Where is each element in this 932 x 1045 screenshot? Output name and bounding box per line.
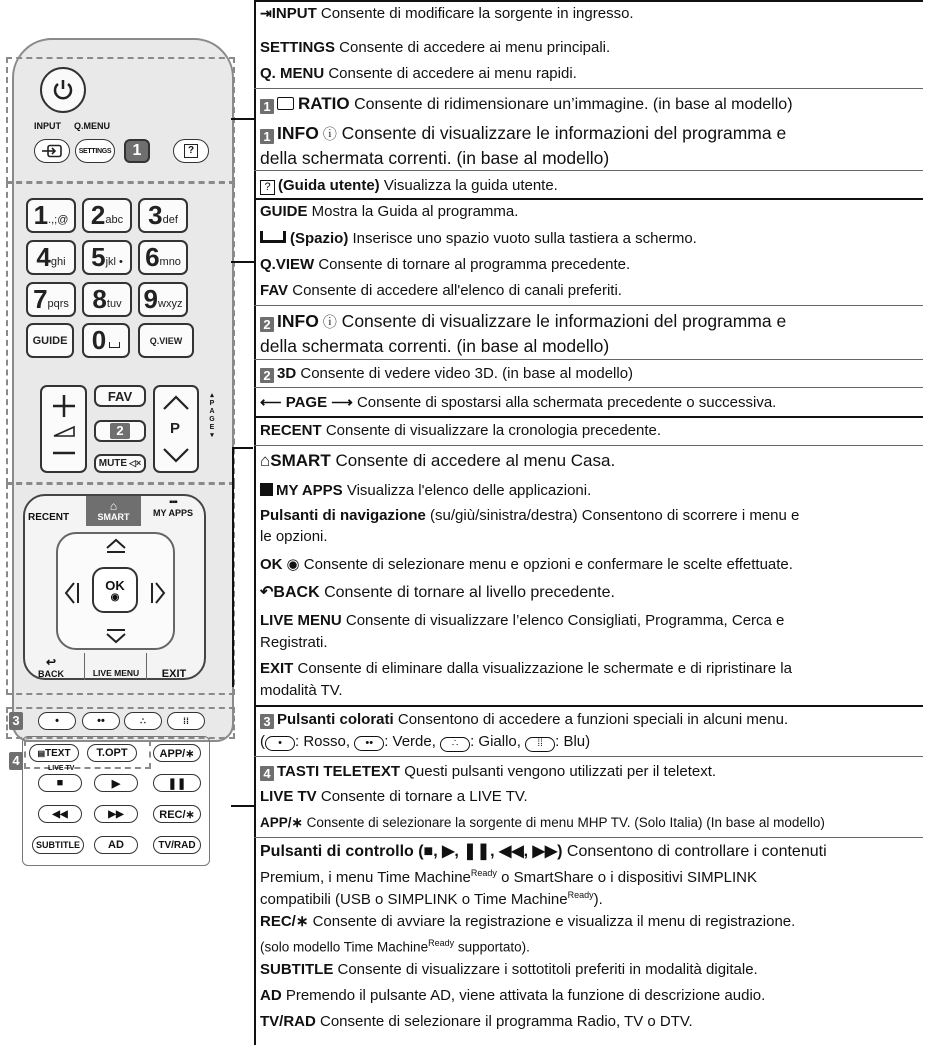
input-button[interactable] bbox=[34, 139, 70, 163]
section-4 bbox=[254, 705, 923, 707]
tvrad-button[interactable]: TV/RAD bbox=[153, 836, 201, 854]
row-info-2-cont: della schermata correnti. (in base al modello) bbox=[260, 336, 610, 356]
badge-four: 4 bbox=[260, 766, 274, 781]
row-ad: AD Premendo il pulsante AD, viene attivata la funzione di descrizione audio. bbox=[260, 987, 766, 1004]
app-button[interactable]: APP/∗ bbox=[153, 744, 201, 762]
number-key-letters: mno bbox=[159, 255, 181, 268]
row-nav-cont: le opzioni. bbox=[260, 528, 328, 545]
input-icon bbox=[41, 144, 63, 158]
exit-button[interactable]: EXIT bbox=[161, 668, 187, 680]
row-myapps: MY APPS Visualizza l'elenco delle applicazioni. bbox=[260, 481, 920, 500]
volume-icon bbox=[44, 389, 84, 469]
description-panel bbox=[254, 0, 923, 1045]
row-rec: REC/∗ Consente di avviare la registrazione e visualizza il menu di registrazione. bbox=[260, 913, 796, 930]
row-exit-cont: modalità TV. bbox=[260, 682, 343, 699]
badge-three: 3 bbox=[9, 712, 23, 730]
help-icon: ? bbox=[184, 144, 198, 158]
badge-two: 2 bbox=[260, 368, 274, 383]
divider bbox=[254, 837, 923, 838]
row-fav: FAV Consente di accedere all'elenco di canali preferiti. bbox=[260, 282, 622, 299]
leader-line-2 bbox=[231, 261, 254, 263]
number-key-digit: 9 bbox=[143, 284, 157, 314]
teletext-icon: ▤ bbox=[37, 748, 45, 758]
badge-four: 4 bbox=[9, 752, 23, 770]
play-icon: ▶ bbox=[111, 777, 121, 790]
page-label: ▴ P A G E ▾ bbox=[209, 392, 215, 439]
yellow-dots-icon: ∴ bbox=[140, 715, 146, 726]
dpad-left-icon[interactable] bbox=[62, 580, 80, 606]
myapps-label: MY APPS bbox=[152, 508, 193, 518]
yellow-key[interactable] bbox=[124, 712, 162, 730]
smart-label: SMART bbox=[97, 511, 130, 522]
group-box-1 bbox=[6, 57, 235, 183]
apps-grid-icon bbox=[260, 483, 273, 496]
ok-dot-icon: ◉ bbox=[110, 591, 120, 603]
row-recent: RECENT Consente di visualizzare la cronologia precedente. bbox=[260, 422, 662, 439]
row-teletext: 4 TASTI TELETEXT Questi pulsanti vengono utilizzati per il teletext. bbox=[260, 762, 920, 781]
page-right-arrow-icon: ⟶ bbox=[331, 394, 353, 411]
control-symbols: (■, ▶, ❚❚, ◀◀, ▶▶) bbox=[413, 843, 563, 860]
number-key-digit: 5 bbox=[91, 242, 105, 272]
back-label: BACK bbox=[38, 669, 64, 679]
row-guida: ? (Guida utente) Visualizza la guida utente. bbox=[260, 176, 920, 195]
divider bbox=[254, 387, 923, 388]
livemenu-separator bbox=[84, 653, 85, 680]
divider bbox=[254, 170, 923, 171]
mute-icon: ◁× bbox=[129, 458, 142, 468]
zero-space-button[interactable] bbox=[82, 323, 130, 358]
smart-button[interactable] bbox=[86, 496, 141, 526]
ok-label: OK bbox=[105, 577, 125, 593]
space-icon bbox=[260, 231, 286, 243]
number-key-letters: abc bbox=[105, 213, 124, 226]
number-key-letters: jkl • bbox=[105, 255, 123, 268]
blue-key-icon: ⁞⁞ bbox=[525, 737, 555, 752]
user-guide-button[interactable] bbox=[173, 139, 209, 163]
play-button[interactable] bbox=[94, 774, 138, 792]
ok-dot-icon: ◉ bbox=[286, 556, 300, 573]
p-label: P bbox=[170, 420, 181, 437]
row-input: ⇥INPUT Consente di modificare la sorgente in ingresso. bbox=[260, 5, 634, 22]
leader-line-3 bbox=[232, 447, 253, 687]
number-key-digit: 1 bbox=[33, 200, 48, 230]
row-colors-cont: ( • : Rosso, •• : Verde, ∴ : Giallo, ⁞⁞ : Blu) bbox=[260, 733, 591, 750]
section-1 bbox=[254, 0, 923, 2]
apps-grid-icon: ▪▪▪ bbox=[169, 497, 177, 508]
number-key-6[interactable] bbox=[138, 240, 188, 275]
row-ctrl-3: compatibili (USB o SIMPLINK o Time Machine$^{Ready}$). bbox=[260, 890, 603, 908]
row-info-2: 2 INFO ⓘ Consente di visualizzare le informazioni del programma e bbox=[260, 310, 920, 333]
section-3 bbox=[254, 416, 923, 418]
number-key-4[interactable] bbox=[26, 240, 76, 275]
number-key-digit: 4 bbox=[36, 242, 50, 272]
home-icon: ⌂ bbox=[109, 498, 118, 513]
number-key-letters: pqrs bbox=[47, 297, 69, 310]
number-key-letters: def bbox=[162, 213, 178, 226]
row-ctrl: Pulsanti di controllo (■, ▶, ❚❚, ◀◀, ▶▶) Consentono di controllare i contenuti bbox=[260, 843, 827, 860]
row-ok: OK ◉ Consente di selezionare menu e opzioni e confermare le scelte effettuate. bbox=[260, 556, 793, 573]
row-ctrl-2: Premium, i menu Time Machine$^{Ready}$ o SmartShare o i dispositivi SIMPLINK bbox=[260, 868, 758, 886]
qmenu-label: Q.MENU bbox=[74, 121, 110, 131]
text-button[interactable] bbox=[29, 744, 79, 762]
livemenu-separator-2 bbox=[146, 653, 147, 680]
number-key-digit: 7 bbox=[33, 284, 47, 314]
row-tvrad: TV/RAD Consente di selezionare il programma Radio, TV o DTV. bbox=[260, 1013, 693, 1030]
row-ratio: 1 RATIO Consente di ridimensionare un’immagine. (in base al modello) bbox=[260, 94, 920, 114]
row-smart: ⌂SMART Consente di accedere al menu Casa. bbox=[260, 451, 616, 470]
number-key-letters: .,;@ bbox=[48, 213, 69, 226]
number-key-digit: 3 bbox=[148, 200, 162, 230]
rewind-button[interactable] bbox=[38, 805, 82, 823]
zero-label: 0 bbox=[91, 325, 106, 355]
blue-key[interactable] bbox=[167, 712, 205, 730]
topt-button[interactable]: T.OPT bbox=[87, 744, 137, 762]
number-key-8[interactable] bbox=[82, 282, 132, 317]
row-guide: GUIDE Mostra la Guida al programma. bbox=[260, 203, 519, 220]
yellow-key-icon: ∴ bbox=[440, 737, 470, 752]
number-key-digit: 8 bbox=[92, 284, 106, 314]
info-icon: ⓘ bbox=[322, 126, 337, 142]
divider bbox=[254, 88, 923, 89]
green-key-icon: •• bbox=[354, 736, 384, 751]
pause-icon: ❚❚ bbox=[167, 777, 187, 790]
badge-two-label: 2 bbox=[110, 423, 130, 439]
dpad-down-icon[interactable] bbox=[104, 628, 128, 644]
number-key-7[interactable] bbox=[26, 282, 76, 317]
badge-one: 1 bbox=[260, 99, 274, 114]
number-key-letters: ghi bbox=[50, 255, 66, 268]
power-button[interactable] bbox=[40, 67, 86, 113]
row-livemenu: LIVE MENU Consente di visualizzare l’elenco Consigliati, Programma, Cerca e bbox=[260, 612, 785, 629]
fastforward-button[interactable] bbox=[94, 805, 138, 823]
volume-rocker[interactable] bbox=[40, 385, 87, 473]
input-icon: ⇥ bbox=[260, 5, 272, 21]
power-icon bbox=[50, 77, 76, 103]
panel-vertical-rule bbox=[254, 0, 256, 1045]
row-qview: Q.VIEW Consente di tornare al programma precedente. bbox=[260, 256, 631, 273]
red-key-icon: • bbox=[265, 736, 295, 751]
text-label: TEXT bbox=[45, 747, 71, 759]
livemenu-button[interactable]: LIVE MENU bbox=[92, 668, 140, 678]
number-key-letters: tuv bbox=[106, 297, 122, 310]
number-key-2[interactable] bbox=[82, 198, 132, 233]
dpad-right-icon[interactable] bbox=[150, 580, 168, 606]
number-key-9[interactable] bbox=[138, 282, 188, 317]
number-key-digit: 6 bbox=[145, 242, 159, 272]
row-livemenu-cont: Registrati. bbox=[260, 634, 328, 651]
channel-rocker[interactable] bbox=[153, 385, 199, 473]
settings-button[interactable]: SETTINGS bbox=[75, 139, 115, 163]
info-icon: ⓘ bbox=[322, 314, 337, 330]
badge-one: 1 bbox=[260, 129, 274, 144]
page-left-arrow-icon: ⟵ bbox=[260, 394, 282, 411]
row-settings: SETTINGS Consente di accedere ai menu principali. bbox=[260, 39, 611, 56]
row-exit: EXIT Consente di eliminare dalla visualizzazione le schermate e di ripristinare la bbox=[260, 660, 792, 677]
ready-superscript: Ready bbox=[428, 938, 455, 948]
rec-button[interactable]: REC/∗ bbox=[153, 805, 201, 823]
number-key-1[interactable] bbox=[26, 198, 76, 233]
help-icon: ? bbox=[260, 180, 275, 195]
row-page: ⟵ PAGE ⟶ Consente di spostarsi alla schermata precedente o successiva. bbox=[260, 394, 777, 411]
divider bbox=[254, 756, 923, 757]
row-nav: Pulsanti di navigazione (su/giù/sinistra/destra) Consentono di scorrere i menu e bbox=[260, 507, 800, 524]
myapps-button[interactable] bbox=[146, 497, 200, 518]
row-app: APP/∗ Consente di selezionare la sorgente di menu MHP TV. (Solo Italia) (In base al modello) bbox=[260, 815, 825, 830]
mute-label: MUTE bbox=[98, 458, 128, 469]
row-3d: 2 3D Consente di vedere video 3D. (in base al modello) bbox=[260, 364, 920, 383]
fastforward-icon: ▶▶ bbox=[108, 808, 124, 820]
row-qmenu: Q. MENU Consente di accedere ai menu rapidi. bbox=[260, 65, 577, 82]
stop-icon: ■ bbox=[56, 777, 64, 789]
row-subtitle: SUBTITLE Consente di visualizzare i sottotitoli preferiti in modalità digitale. bbox=[260, 961, 758, 978]
leader-line-1 bbox=[231, 118, 254, 120]
row-info-1-cont: della schermata correnti. (in base al modello) bbox=[260, 148, 610, 168]
number-key-3[interactable] bbox=[138, 198, 188, 233]
back-button[interactable] bbox=[28, 655, 74, 679]
badge-three: 3 bbox=[260, 714, 274, 729]
recent-label[interactable]: RECENT bbox=[28, 512, 70, 523]
mute-button[interactable] bbox=[94, 454, 146, 473]
leader-line-4 bbox=[231, 805, 254, 807]
row-colors: 3 Pulsanti colorati Consentono di accedere a funzioni speciali in alcuni menu. bbox=[260, 710, 920, 729]
number-key-digit: 2 bbox=[90, 200, 105, 230]
red-dot-icon: • bbox=[55, 715, 59, 727]
back-arrow-icon: ↩ bbox=[45, 655, 57, 669]
guide-button[interactable]: GUIDE bbox=[26, 323, 74, 358]
row-spazio: (Spazio) Inserisce uno spazio vuoto sulla tastiera a schermo. bbox=[260, 229, 920, 248]
green-dots-icon: •• bbox=[97, 715, 105, 727]
row-rec-cont: (solo modello Time Machine$^{Ready}$ supportato). bbox=[260, 938, 530, 955]
row-info-1: 1 INFO ⓘ Consente di visualizzare le informazioni del programma e bbox=[260, 122, 920, 145]
ready-superscript: Ready bbox=[567, 890, 594, 900]
subtitle-button[interactable]: SUBTITLE bbox=[32, 836, 84, 854]
remote-illustration bbox=[0, 0, 250, 1045]
home-icon: ⌂ bbox=[260, 451, 271, 470]
fav-button[interactable]: FAV bbox=[94, 385, 146, 407]
rewind-icon: ◀◀ bbox=[52, 808, 68, 820]
ratio-icon bbox=[277, 97, 294, 110]
number-key-5[interactable] bbox=[82, 240, 132, 275]
dpad-up-icon[interactable] bbox=[104, 538, 128, 554]
divider bbox=[254, 305, 923, 306]
section-2 bbox=[254, 198, 923, 200]
ad-button[interactable]: AD bbox=[94, 836, 138, 854]
badge-two-button[interactable] bbox=[94, 420, 146, 442]
blue-dots-icon: ⁞⁞ bbox=[183, 716, 189, 726]
qview-button[interactable]: Q.VIEW bbox=[138, 323, 194, 358]
livetv-label: LIVE TV bbox=[48, 765, 75, 772]
input-label: INPUT bbox=[34, 121, 61, 131]
ready-superscript: Ready bbox=[470, 868, 497, 878]
badge-one-button[interactable]: 1 bbox=[124, 139, 150, 163]
divider bbox=[254, 445, 923, 446]
stop-button[interactable] bbox=[38, 774, 82, 792]
badge-two: 2 bbox=[260, 317, 274, 332]
space-icon bbox=[109, 342, 120, 348]
back-arrow-icon: ↶ bbox=[260, 584, 274, 601]
row-back: ↶BACK Consente di tornare al livello precedente. bbox=[260, 584, 615, 601]
pause-button[interactable] bbox=[153, 774, 201, 792]
row-livetv: LIVE TV Consente di tornare a LIVE TV. bbox=[260, 788, 528, 805]
divider bbox=[254, 359, 923, 360]
number-key-letters: wxyz bbox=[158, 297, 183, 310]
green-key[interactable] bbox=[82, 712, 120, 730]
red-key[interactable] bbox=[38, 712, 76, 730]
ok-button[interactable] bbox=[92, 567, 138, 613]
